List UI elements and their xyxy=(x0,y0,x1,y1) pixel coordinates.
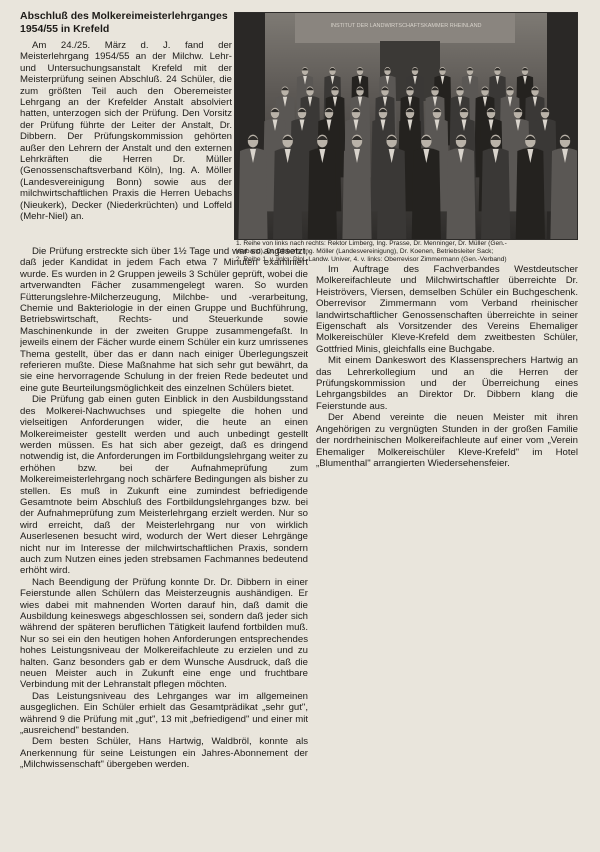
paragraph: Im Auftrage des Fachverbandes Westdeutscher Molkereifachleute und Milchwirtschaftler überreichte Dr. Heiströvers, Viersen, demselben Schüler ein Buchgeschenk. Oberrevisor Zimmermann vom Verband rheinischer landwirtschaftlicher Genossenschaften überreichte in seiner Eigenschaft als Vorsitzender des Vereins Ehemaliger Molkereischüler Kleve-Krefeld dem zweitbesten Schüler, Gottfried Minis, gleichfalls eine Buchgabe. xyxy=(316,264,578,355)
paragraph: Die Prüfung erstreckte sich über 1½ Tage und war so angesetzt, daß jeder Kandidat in jedem Fach etwa 7 Minuten examiniert wurde. Es wurden in 2 Gruppen jeweils 3 Schüler geprüft, wobei die artverwandten Fächer zusammengelegt waren. So wurden Fütterungslehre-Milcherzeugung, Milchbe- und -verarbeitung, Chemie und Bakteriologie in der einen Gruppe und Buchführung, Betriebswirtschaft, Rechts- und Steuerkunde sowie Maschinenkunde in der zweiten Gruppe zusammengefaßt. In jeweils einem der Fächer wurde einem Schüler ein kurz umrissenes Thema gestellt, über das er dann nach einiger Überlegungszeit referieren mußte. Diese Maßnahme hat sich sehr gut bewährt, da sie eine hervorragende Schulung in der freien Rede bedeutet und eine gute Beurteilungsmöglichkeit des einzelnen Schülers bietet. xyxy=(20,246,308,394)
person-body xyxy=(550,148,577,239)
paragraph: Dem besten Schüler, Hans Hartwig, Waldbröl, konnte als Anerkennung für seine Leistungen ein Jahres-Abonnement der „Milchwissenschaft" übergeben werden. xyxy=(20,736,308,771)
paragraph: Die Prüfung gab einen guten Einblick in den Ausbildungsstand des Molkerei-Nachwuchses und spiegelte die hohen und vielseitigen Anforderungen wider, die heute an einen Molkereimeister gestellt werden und auch unbedingt gestellt werden müssen. Es hat sich aber gezeigt, daß es dringend notwendig ist, die Anforderungen im Fortbildungslehrgang weiter zu erhöhen bzw. bei der Aufnahmeprüfung zum Molkereimeisterlehrgang noch schärfere Bedingungen als bisher zu stellen. Es muß in Zukunft eine zumindest befriedigende Gesamtnote beim Abschluß des Fortbildungslehrganges bzw. bei der Aufnahmeprüfung zum Meisterlehrgang erzielt werden. Nur so wird erreicht, daß der Meisterlehrgang nur von wirklich Auserlesenen besucht wird, wodurch der Wert dieser Lehrgänge nicht nur im Interesse der milchwirtschaftlichen Praxis, sondern auch zum Nutzen eines jeden strebsamen Fachmannes bedeutend erhöht wird. xyxy=(20,394,308,577)
group-photo-image xyxy=(235,13,577,239)
caption-line: 1. Reihe von links nach rechts: Rektor Limberg, Ing. Prasse, Dr. Menninger, Dr. Müller (Gen.- xyxy=(236,240,507,247)
group-photo xyxy=(234,12,578,240)
paragraph: Mit einem Dankeswort des Klassensprechers Hartwig an das Lehrerkollegium und an die Herren der Prüfungskommission und der Überreichung eines Lehrgangsbildes an Direktor Dr. Dibbern klang die Feierstunde aus. xyxy=(316,355,578,412)
building-sign: INSTITUT DER LANDWIRTSCHAFTSKAMMER RHEINLAND xyxy=(330,23,482,29)
right-column xyxy=(316,264,578,584)
left-column xyxy=(20,246,308,852)
caption-line: Verband), Dr. Dibbern, Ing. Möller (Landesvereinigung), Dr. Koenen, Betriebsleiter Sack; xyxy=(236,248,494,255)
paragraph: Am 24./25. März d. J. fand der Meisterlehrgang 1954/55 an der Milchw. Lehr- und Untersuchungsanstalt Krefeld mit der Meisterprüfung seinen Abschluß. 24 Schüler, die zum größten Teil auch den Oberemeister Lehrgang an der Krefelder Anstalt absolviert hatten, unterzogen sich der Prüfung. Den Vorsitz der Prüfung führte der Leiter der Anstalt, Dr. Dibbern. Der Prüfungskommission gehörten außer den Lehrern der Anstalt und den externen Lehrkräften die Herren Dr. Müller (Genossenschaftsverband Köln), Ing. A. Möller (Landesvereinigung Bonn) sowie aus der milchwirtschaftlichen Praxis die Herren Uebachs (Nieukerk), Decker (Niederkrüchten) und Loffeld (Mehr-Niel) an. xyxy=(20,40,232,223)
article-title: Abschluß des Molkereimeisterlehrganges 1954/55 in Krefeld xyxy=(20,10,228,35)
paragraph: Nach Beendigung der Prüfung konnte Dr. Dr. Dibbern in einer Feierstunde allen Schülern das Meisterzeugnis aushändigen. Er wies dabei mit mahnenden Worten darauf hin, daß damit die Ausbildung keineswegs abgeschlossen sei, sondern daß jeder sich während der späteren beruflichen Tätigkeit laufend fortbilden muß. Nur so sei ein den heutigen hohen Anforderungen entsprechendes hohes Leistungsniveau der Molkereifachleute zu erzielen und zu halten. Ganz besonders gab er dem Wunsche Ausdruck, daß die neuen Meister auch in Zukunft eine enge und fruchtbare Verbindung mit der Lehranstalt pflegen möchten. xyxy=(20,576,308,691)
paragraph: Das Leistungsniveau des Lehrganges war im allgemeinen ausgeglichen. Ein Schüler erhielt das Gesamtprädikat „sehr gut", während 9 die Prüfung mit „gut", 13 mit „befriedigend" und einer mit „ausreichend" bestanden. xyxy=(20,690,308,737)
paragraph: Der Abend vereinte die neuen Meister mit ihren Angehörigen zu vergnügten Stunden in der großen Familie der nordrheinischen Molkereifachleute auf einer vom „Verein Ehemaliger Molkereischüler Kleve-Krefeld" im Hotel „Blumenthal" arrangierten Wiedersehensfeier. xyxy=(316,412,578,469)
caption-line: 2. Reihe 1. v. links: Dipl.-Landw. Univer, 4. v. links: Oberrevisor Zimmermann (Gen.-Verband) xyxy=(236,256,507,263)
left-column-top xyxy=(20,40,232,246)
